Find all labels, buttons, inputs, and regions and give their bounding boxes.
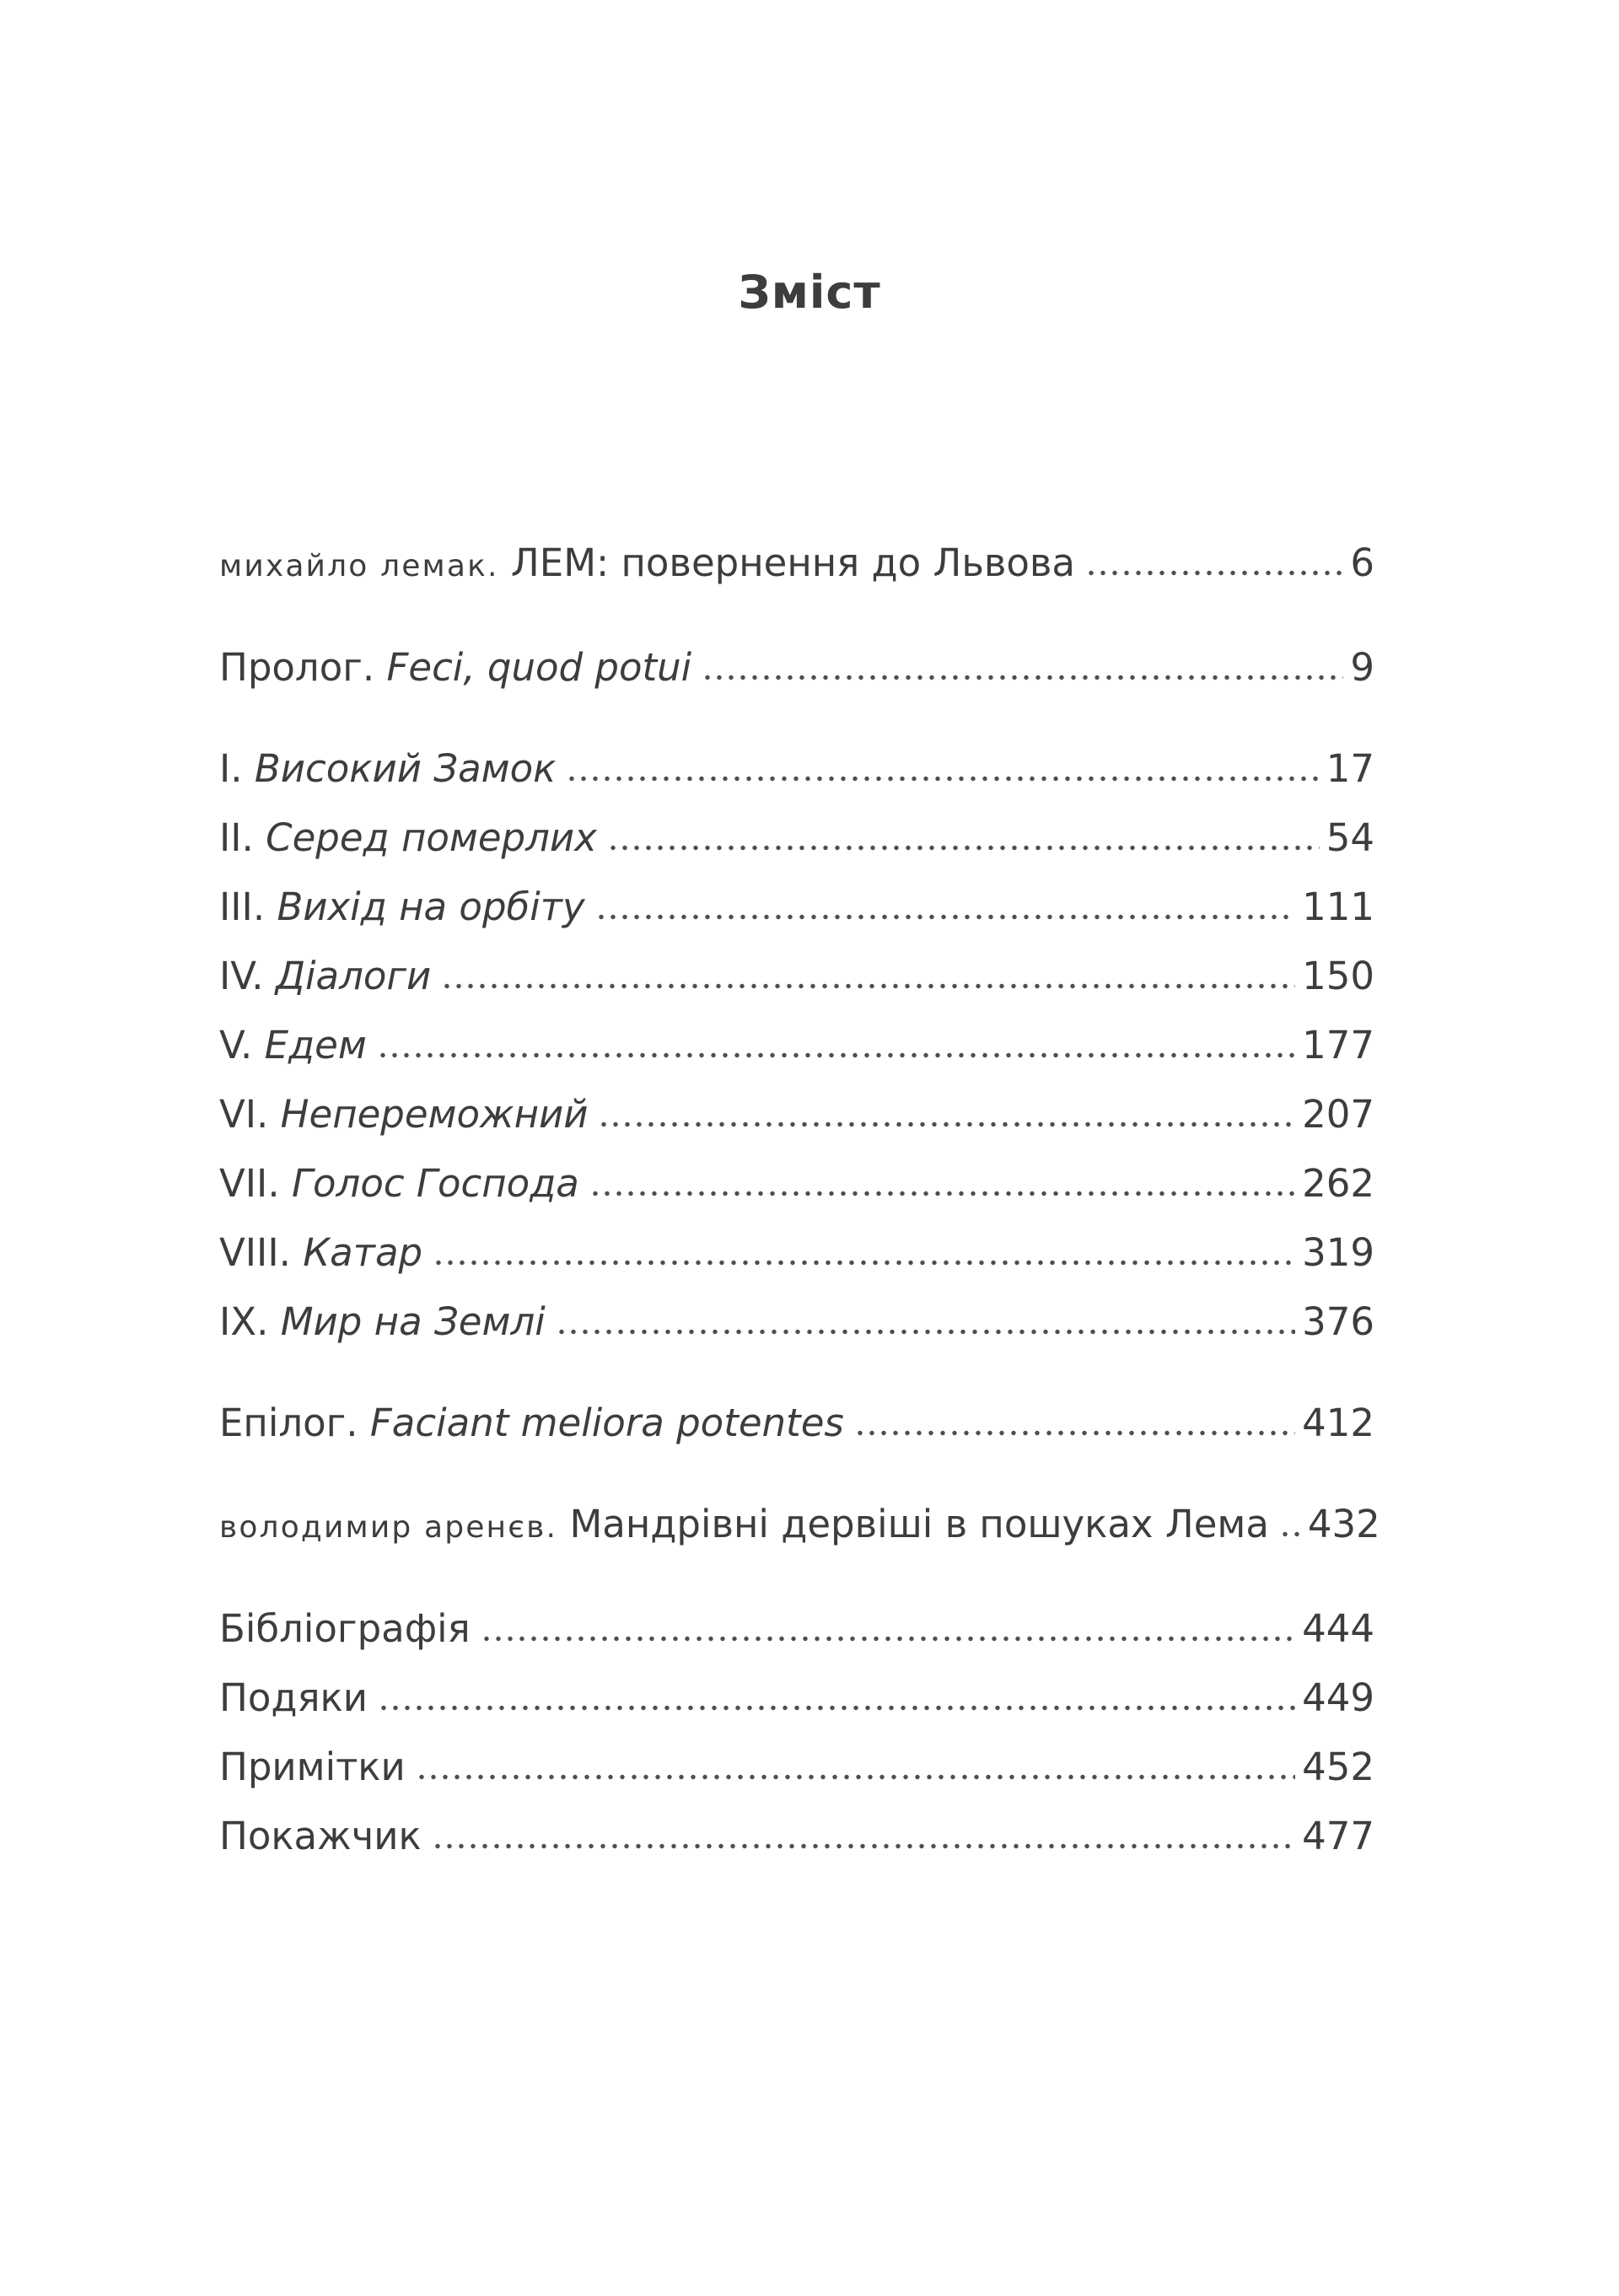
toc-entry	[219, 1389, 1374, 1458]
toc-entry	[219, 873, 1374, 942]
toc-entry-text-regular: Пролог.	[219, 645, 375, 690]
dotted-leader	[556, 1329, 1295, 1335]
toc-entry-page: 17	[1326, 746, 1374, 791]
toc-entry-text-regular: V.	[219, 1023, 253, 1067]
dotted-leader	[378, 1705, 1295, 1711]
toc-entry-text-regular: ЛЕМ: повернення до Львова	[510, 540, 1075, 585]
dotted-leader	[589, 1191, 1295, 1196]
toc-entry-page: 444	[1302, 1606, 1374, 1651]
toc-entry-text-regular: IX.	[219, 1299, 269, 1344]
toc-entry-page: 207	[1302, 1092, 1374, 1137]
toc-entry	[219, 1149, 1374, 1218]
toc-entry-page: 412	[1302, 1401, 1374, 1445]
toc-entry-text-italic: Серед померлих	[266, 815, 597, 860]
dotted-leader	[481, 1636, 1295, 1642]
toc-entry	[219, 804, 1374, 873]
toc-entry-text-caps: володимир аренєв.	[219, 1510, 558, 1545]
dotted-leader	[854, 1430, 1295, 1436]
dotted-leader	[1279, 1531, 1301, 1537]
dotted-leader	[432, 1843, 1295, 1849]
dotted-leader	[1085, 570, 1343, 576]
toc-entry	[219, 633, 1374, 702]
toc-entry-label	[219, 1149, 579, 1218]
toc-entry-text-regular: VII.	[219, 1161, 280, 1206]
toc-entry-text-regular: Подяки	[219, 1675, 368, 1720]
dotted-leader	[595, 914, 1295, 920]
toc-entry-page: 9	[1350, 645, 1374, 690]
toc-entry-page: 177	[1302, 1023, 1374, 1067]
toc-entry-label	[219, 1490, 1269, 1562]
toc-entry-page: 376	[1302, 1299, 1374, 1344]
toc-entry-text-regular: I.	[219, 746, 243, 791]
toc-entry-text-regular: Бібліографія	[219, 1606, 471, 1651]
toc-entry	[219, 1288, 1374, 1357]
toc-entry-text-regular: Покажчик	[219, 1814, 422, 1858]
toc-entry-page: 319	[1302, 1230, 1374, 1275]
dotted-leader	[416, 1774, 1295, 1780]
toc-entry-label	[219, 942, 431, 1011]
toc-entry-text-regular: Примітки	[219, 1745, 406, 1789]
toc-entry-page: 432	[1307, 1502, 1380, 1546]
toc-entry-label	[219, 633, 691, 702]
toc-entry	[219, 1011, 1374, 1080]
toc-entry-label	[219, 1802, 422, 1871]
toc-entry-page: 150	[1302, 954, 1374, 998]
dotted-leader	[441, 983, 1295, 989]
toc-entry-label	[219, 873, 585, 942]
toc-entry	[219, 1080, 1374, 1149]
toc-entry-label	[219, 1011, 367, 1080]
toc-entry-page: 111	[1302, 885, 1374, 929]
toc-entry	[219, 942, 1374, 1011]
toc-entry-text-italic: Катар	[303, 1230, 423, 1275]
toc-entry	[219, 734, 1374, 804]
table-of-contents	[219, 529, 1380, 1871]
toc-entry-page: 6	[1350, 540, 1374, 585]
toc-entry	[219, 1733, 1374, 1802]
toc-entry-label	[219, 1288, 546, 1357]
toc-entry	[219, 1802, 1374, 1871]
toc-entry	[219, 1218, 1374, 1288]
toc-entry-text-regular: III.	[219, 885, 266, 929]
toc-entry-page: 452	[1302, 1745, 1374, 1789]
toc-entry	[219, 529, 1374, 601]
toc-entry-text-italic: Непереможний	[280, 1092, 589, 1137]
toc-entry-text-caps: михайло лемак.	[219, 549, 499, 583]
dotted-leader	[702, 675, 1343, 680]
toc-entry-text-italic: Faciant meliora potentes	[369, 1401, 844, 1445]
toc-entry-text-regular: II.	[219, 815, 254, 860]
toc-entry-text-regular: VI.	[219, 1092, 269, 1137]
toc-entry-text-italic: Feci, quod potui	[386, 645, 692, 690]
toc-entry-label	[219, 1080, 588, 1149]
dotted-leader	[433, 1260, 1295, 1266]
toc-entry	[219, 1664, 1374, 1733]
toc-entry-label	[219, 734, 556, 804]
toc-entry-page: 477	[1302, 1814, 1374, 1858]
toc-entry-text-italic: Високий Замок	[254, 746, 557, 791]
dotted-leader	[566, 776, 1319, 782]
toc-entry-text-italic: Едем	[264, 1023, 367, 1067]
toc-entry-text-regular: Епілог.	[219, 1401, 358, 1445]
toc-entry-label	[219, 804, 597, 873]
dotted-leader	[607, 845, 1320, 851]
toc-entry-text-italic: Вихід на орбіту	[277, 885, 585, 929]
toc-entry-text-italic: Мир на Землі	[280, 1299, 546, 1344]
toc-entry-page: 54	[1326, 815, 1374, 860]
toc-entry-text-regular: Мандрівні дервіші в пошуках Лема	[569, 1502, 1269, 1546]
toc-entry-page: 262	[1302, 1161, 1374, 1206]
toc-entry-label	[219, 1664, 368, 1733]
toc-entry-label	[219, 1733, 406, 1802]
toc-entry-text-italic: Голос Господа	[291, 1161, 579, 1206]
toc-entry-text-italic: Діалоги	[275, 954, 432, 998]
dotted-leader	[598, 1121, 1295, 1127]
dotted-leader	[377, 1052, 1295, 1058]
page-title: Зміст	[738, 266, 881, 319]
toc-entry	[219, 1490, 1380, 1562]
toc-entry-text-regular: IV.	[219, 954, 264, 998]
toc-entry-text-regular: VIII.	[219, 1230, 291, 1275]
toc-entry-page: 449	[1302, 1675, 1374, 1720]
toc-entry-label	[219, 529, 1075, 601]
toc-entry-label	[219, 1594, 471, 1664]
toc-entry	[219, 1594, 1374, 1664]
toc-entry-label	[219, 1389, 844, 1458]
toc-entry-label	[219, 1218, 422, 1288]
